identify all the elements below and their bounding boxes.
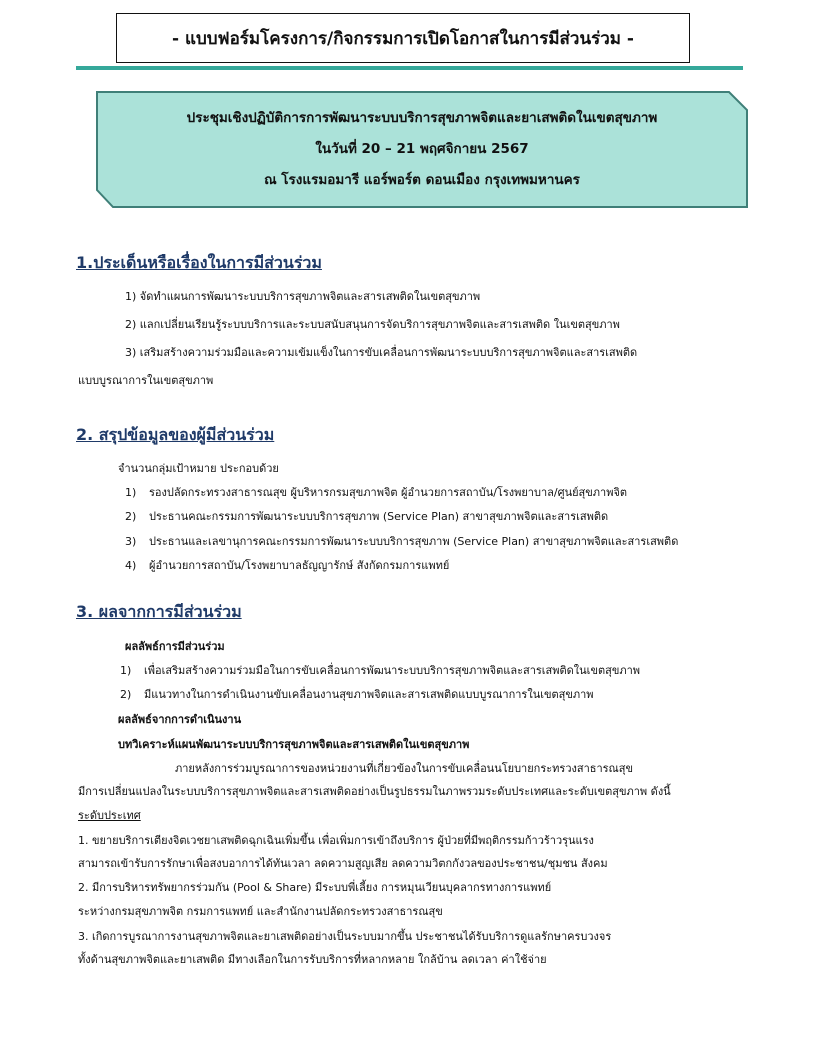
- results-label: ผลลัพธ์จากการดำเนินงาน: [118, 713, 242, 726]
- paragraph-line: มีการเปลี่ยนแปลงในระบบบริการสุขภาพจิตและสารเสพติดอย่างเป็นรูปธรรมในภาพรวมระดับประเทศและระดับเขตสุขภาพ ดังนี้: [78, 785, 671, 798]
- outputs-label: ผลลัพธ์การมีส่วนร่วม: [125, 640, 225, 653]
- participant-item: [125, 510, 608, 524]
- participant-text: ผู้อำนวยการสถาบัน/โรงพยาบาลธัญญารักษ์ สังกัดกรมการแพทย์: [149, 559, 450, 572]
- participant-num: 1): [125, 486, 137, 499]
- national-line: ระหว่างกรมสุขภาพจิต กรมการแพทย์ และสำนักงานปลัดกระทรวงสาธารณสุข: [78, 905, 443, 918]
- national-line: 3. เกิดการบูรณาการงานสุขภาพจิตและยาเสพติดอย่างเป็นระบบมากขึ้น ประชาชนได้รับบริการดูแลรักษาครบวงจร: [78, 930, 612, 943]
- event-venue: ณ โรงแรมอมารี แอร์พอร์ต ดอนเมือง กรุงเทพมหานคร: [264, 172, 580, 188]
- event-date: ในวันที่ 20 – 21 พฤศจิกายน 2567: [315, 141, 529, 157]
- section1-heading: 1.ประเด็นหรือเรื่องในการมีส่วนร่วม: [76, 253, 322, 272]
- national-level-label: ระดับประเทศ: [78, 809, 141, 822]
- national-line: สามารถเข้ารับการรักษาเพื่อสงบอาการได้ทันเวลา ลดความสูญเสีย ลดความวิตกกังวลของประชาชน/ชุมชน สังคม: [78, 857, 608, 870]
- participant-num: 4): [125, 559, 137, 572]
- event-banner: [96, 91, 748, 208]
- section1-item: 1) จัดทำแผนการพัฒนาระบบบริการสุขภาพจิตและสารเสพติดในเขตสุขภาพ: [125, 290, 481, 303]
- output-text: มีแนวทางในการดำเนินงานขับเคลื่อนงานสุขภาพจิตและสารเสพติดแบบบูรณาการในเขตสุขภาพ: [144, 688, 594, 701]
- participant-text: รองปลัดกระทรวงสาธารณสุข ผู้บริหารกรมสุขภาพจิต ผู้อำนวยการสถาบัน/โรงพยาบาล/ศูนย์สุขภาพจิต: [149, 486, 628, 499]
- section2-intro: จำนวนกลุ่มเป้าหมาย ประกอบด้วย: [118, 462, 279, 475]
- output-text: เพื่อเสริมสร้างความร่วมมือในการขับเคลื่อนการพัฒนาระบบบริการสุขภาพจิตและสารเสพติดในเขตสุขภาพ: [144, 664, 641, 677]
- participant-item: [125, 559, 449, 573]
- section1-item-continuation: แบบบูรณาการในเขตสุขภาพ: [78, 374, 214, 387]
- section1-item: 3) เสริมสร้างความร่วมมือและความเข้มแข็งในการขับเคลื่อนการพัฒนาระบบบริการสุขภาพจิตและสารเสพติด: [125, 346, 638, 359]
- participant-text: ประธานคณะกรรมการพัฒนาระบบบริการสุขภาพ (Service Plan) สาขาสุขภาพจิตและสารเสพติด: [149, 510, 609, 523]
- output-item: [120, 688, 594, 702]
- analysis-label: บทวิเคราะห์แผนพัฒนาระบบบริการสุขภาพจิตและสารเสพติดในเขตสุขภาพ: [118, 738, 470, 751]
- output-num: 2): [120, 688, 132, 701]
- national-line: ทั้งด้านสุขภาพจิตและยาเสพติด มีทางเลือกในการรับบริการที่หลากหลาย ใกล้บ้าน ลดเวลา ค่าใช้จ่าย: [78, 953, 547, 966]
- form-title: [116, 13, 690, 63]
- title-divider: [76, 66, 743, 70]
- paragraph-line: ภายหลังการร่วมบูรณาการของหน่วยงานที่เกี่ยวข้องในการขับเคลื่อนนโยบายกระทรวงสาธารณสุข: [175, 762, 633, 775]
- event-name: ประชุมเชิงปฏิบัติการการพัฒนาระบบบริการสุขภาพจิตและยาเสพติดในเขตสุขภาพ: [186, 110, 658, 126]
- section1-item: 2) แลกเปลี่ยนเรียนรู้ระบบบริการและระบบสนับสนุนการจัดบริการสุขภาพจิตและสารเสพติด ในเขตสุขภาพ: [125, 318, 620, 331]
- participant-num: 3): [125, 535, 137, 548]
- national-line: 2. มีการบริหารทรัพยากรร่วมกัน (Pool & Share) มีระบบพี่เลี้ยง การหมุนเวียนบุคลากรทางการแพทย์: [78, 881, 552, 894]
- section3-heading: 3. ผลจากการมีส่วนร่วม: [76, 602, 242, 621]
- participant-item: [125, 535, 678, 549]
- form-title-text: - แบบฟอร์มโครงการ/กิจกรรมการเปิดโอกาสในการมีส่วนร่วม -: [172, 28, 634, 49]
- output-num: 1): [120, 664, 132, 677]
- national-line: 1. ขยายบริการเตียงจิตเวชยาเสพติดฉุกเฉินเพิ่มขึ้น เพื่อเพิ่มการเข้าถึงบริการ ผู้ป่วยที่มีพฤติกรรมก้าวร้าวรุนแรง: [78, 834, 594, 847]
- participant-text: ประธานและเลขานุการคณะกรรมการพัฒนาระบบบริการสุขภาพ (Service Plan) สาขาสุขภาพจิตและสารเสพติด: [149, 535, 679, 548]
- output-item: [120, 664, 640, 678]
- participant-num: 2): [125, 510, 137, 523]
- section2-heading: 2. สรุปข้อมูลของผู้มีส่วนร่วม: [76, 425, 275, 444]
- participant-item: [125, 486, 627, 500]
